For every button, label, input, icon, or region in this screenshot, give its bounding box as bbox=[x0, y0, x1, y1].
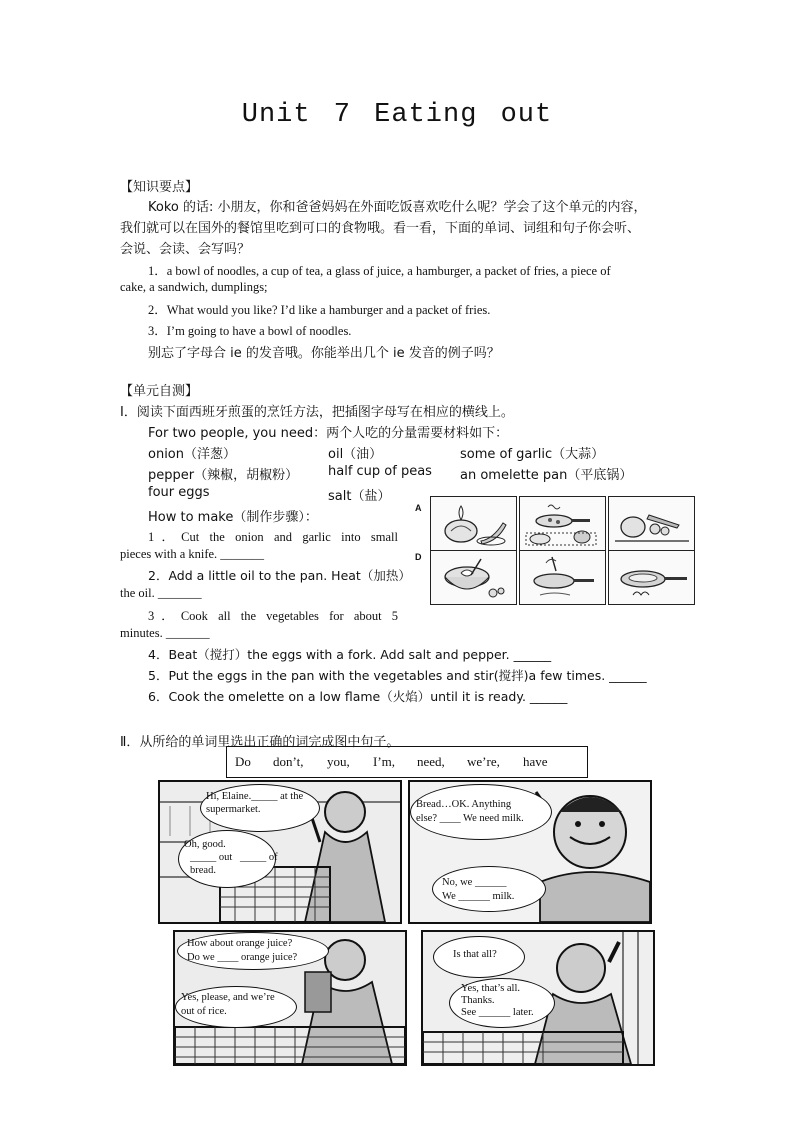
comic-panel-4 bbox=[421, 930, 655, 1066]
item-2: 2．What would you like? I’d like a hamburger and a packet of fries. bbox=[148, 303, 491, 317]
bubble-text: Yes, that’s all. bbox=[461, 983, 521, 994]
comic-panel-1 bbox=[158, 780, 402, 924]
ingredient: pepper（辣椒，胡椒粉） bbox=[148, 468, 299, 483]
section-heading-knowledge: 【知识要点】 bbox=[120, 180, 199, 195]
part1-instruction: Ⅰ．阅读下面西班牙煎蛋的烹饪方法，把插图字母写在相应的横线上。 bbox=[120, 405, 514, 420]
ingredient: oil（油） bbox=[328, 447, 383, 462]
ingredient: half cup of peas bbox=[328, 464, 432, 479]
step-1-line-1: 1．Cut the onion and garlic into small bbox=[148, 530, 398, 544]
ingredients-intro: For two people, you need：两个人吃的分量需要材料如下： bbox=[148, 426, 509, 441]
bubble-text: No, we ______ bbox=[442, 877, 507, 888]
ingredient: four eggs bbox=[148, 485, 210, 500]
bubble-text: See ______ later. bbox=[461, 1007, 534, 1018]
word-option: you, bbox=[327, 754, 350, 769]
word-option: have bbox=[523, 754, 548, 769]
step-4: 4．Beat（搅打）the eggs with a fork. Add salt and pepper. ______ bbox=[148, 647, 552, 662]
item-1-line-2: cake, a sandwich, dumplings; bbox=[120, 280, 268, 294]
bubble-text: Hi, Elaine._____ at the bbox=[206, 791, 304, 802]
item-3: 3．I’m going to have a bowl of noodles. bbox=[148, 324, 352, 338]
picture-label-a: A bbox=[415, 503, 422, 513]
intro-line-3: 会说、会读、会写吗？ bbox=[120, 242, 251, 257]
bubble-text: else? ____ We need milk. bbox=[416, 813, 524, 824]
intro-line-2: 我们就可以在国外的餐馆里吃到可口的食物哦。看一看，下面的单词、词组和句子你会听、 bbox=[120, 221, 641, 236]
word-option: we’re, bbox=[467, 754, 500, 769]
part2-instruction: Ⅱ．从所给的单词里选出正确的词完成图中句子。 bbox=[120, 735, 400, 750]
bubble-text: We ______ milk. bbox=[442, 891, 515, 902]
comic-panel-2 bbox=[408, 780, 652, 924]
step-3-line-2: minutes. _______ bbox=[120, 626, 210, 640]
word-bank bbox=[226, 746, 588, 778]
word-option: don’t, bbox=[273, 754, 304, 769]
word-option: I’m, bbox=[373, 754, 396, 769]
bubble-text: Oh, good. bbox=[184, 839, 226, 850]
how-to-heading: How to make（制作步骤）： bbox=[148, 510, 318, 525]
bubble-text: supermarket. bbox=[206, 804, 261, 815]
bubble-text: Yes, please, and we’re bbox=[181, 992, 275, 1003]
step-2-line-1: 2．Add a little oil to the pan. Heat（加热） bbox=[148, 568, 411, 583]
bubble-text: out of rice. bbox=[181, 1006, 227, 1017]
section-heading-self-test: 【单元自测】 bbox=[120, 384, 199, 399]
word-option: Do bbox=[235, 754, 251, 769]
picture-c-garlic-knife bbox=[608, 496, 695, 551]
step-3-line-1: 3．Cook all the vegetables for about 5 bbox=[148, 609, 398, 623]
ie-reminder: 别忘了字母合 ie 的发音哦。你能举出几个 ie 发音的例子吗？ bbox=[148, 346, 500, 361]
ingredient: some of garlic（大蒜） bbox=[460, 447, 605, 462]
picture-a-onion-garlic-cut bbox=[430, 496, 517, 551]
bubble-text: Thanks. bbox=[461, 995, 495, 1006]
bubble-text: Do we ____ orange juice? bbox=[187, 952, 298, 963]
bubble-text: How about orange juice? bbox=[187, 938, 293, 949]
step-2-line-2: the oil. _______ bbox=[120, 586, 202, 600]
page-title: Unit 7 Eating out bbox=[241, 100, 553, 130]
bubble-text: Bread…OK. Anything bbox=[416, 799, 512, 810]
step-5: 5．Put the eggs in the pan with the vegetables and stir(搅拌)a few times. ______ bbox=[148, 668, 647, 683]
bubble-text: bread. bbox=[190, 865, 216, 876]
picture-f-omelette-pan bbox=[608, 550, 695, 605]
picture-d-bowl-eggs bbox=[430, 550, 517, 605]
step-6: 6．Cook the omelette on a low flame（火焰）until it is ready. ______ bbox=[148, 689, 568, 704]
word-option: need, bbox=[417, 754, 445, 769]
item-1-line-1: 1．a bowl of noodles, a cup of tea, a glass of juice, a hamburger, a packet of fries, a piece of bbox=[148, 264, 611, 278]
bubble-text: Is that all? bbox=[453, 949, 497, 960]
picture-e-pan-oil bbox=[519, 550, 606, 605]
picture-b-pan-vegetables bbox=[519, 496, 606, 551]
comic-panel-3 bbox=[173, 930, 407, 1066]
step-1-line-2: pieces with a knife. _______ bbox=[120, 547, 265, 561]
bubble-text: _____ of bbox=[240, 852, 278, 863]
ingredient: an omelette pan（平底锅） bbox=[460, 468, 633, 483]
speech-bubble bbox=[432, 866, 546, 912]
ingredient: salt（盐） bbox=[328, 489, 391, 504]
bubble-text: _____ out bbox=[190, 852, 233, 863]
intro-line-1: Koko 的话: 小朋友，你和爸爸妈妈在外面吃饭喜欢吃什么呢？学会了这个单元的内容， bbox=[148, 200, 647, 215]
picture-label-d: D bbox=[415, 552, 422, 562]
ingredient: onion（洋葱） bbox=[148, 447, 236, 462]
